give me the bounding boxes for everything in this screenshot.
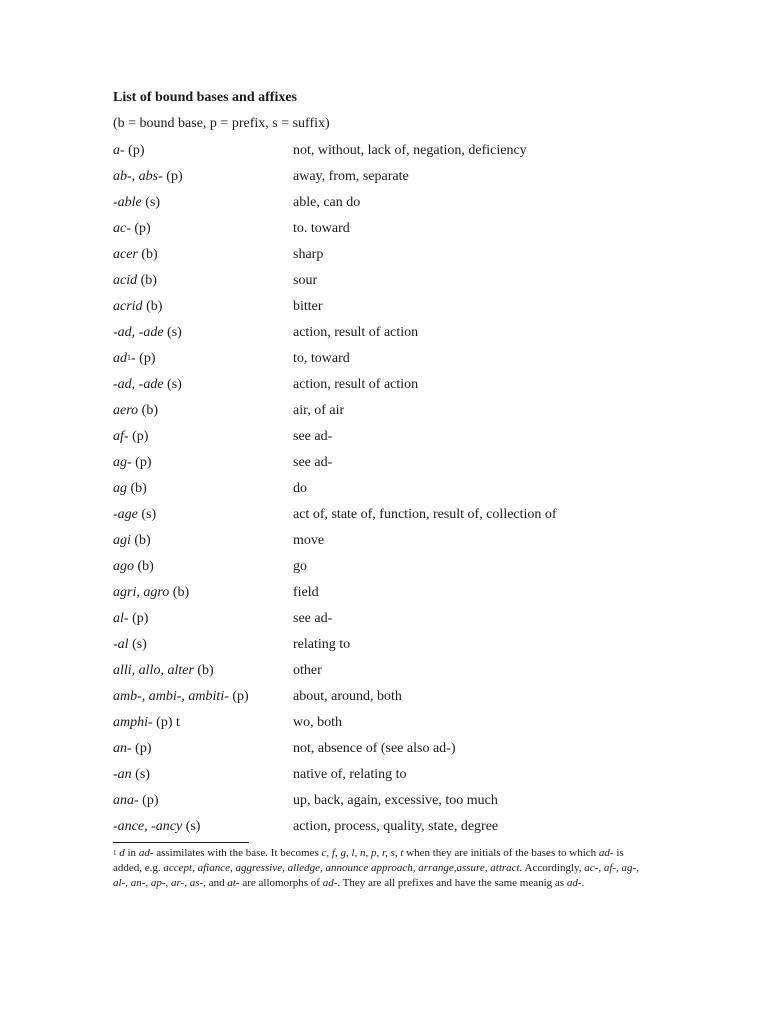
entry-type: (b) — [134, 559, 154, 574]
entry-type: (p) — [138, 793, 159, 808]
entry-type: (s) — [182, 819, 201, 834]
entry-meaning: action, result of action — [293, 325, 419, 340]
entry-meaning: other — [293, 663, 322, 678]
entry-type: (p) — [124, 143, 145, 158]
entry-meaning: away, from, separate — [293, 169, 409, 184]
list-item — [113, 220, 673, 246]
list-item — [113, 272, 673, 298]
entry-type: (p) — [130, 221, 151, 236]
list-item — [113, 350, 673, 376]
footnote-italic: ad- — [598, 847, 614, 859]
entry-term — [113, 402, 158, 420]
entry-meaning: not, without, lack of, negation, deficiency — [293, 143, 527, 158]
entry-meaning: not, absence of (see also ad-) — [293, 741, 456, 756]
entry-type: (p) — [128, 611, 149, 626]
entry-term — [113, 298, 162, 316]
list-item — [113, 792, 673, 818]
entry-term — [113, 220, 151, 238]
entry-term — [113, 532, 151, 550]
entry-term — [113, 662, 214, 680]
entry-type: (s) — [131, 767, 150, 782]
entry-form: ago — [113, 559, 134, 574]
entry-form: ad — [113, 351, 127, 366]
list-item — [113, 142, 673, 168]
entry-term — [113, 766, 150, 784]
entry-meaning: bitter — [293, 299, 323, 314]
entry-form: -al — [113, 637, 129, 652]
entry-term — [113, 584, 189, 602]
footnote-text: and — [205, 877, 228, 889]
entry-type: (p) — [131, 455, 152, 470]
footnote-mark: 1 — [113, 849, 117, 857]
entry-type: (b) — [193, 663, 214, 678]
list-item — [113, 324, 673, 350]
entry-type: (p) — [162, 169, 183, 184]
entry-type: (p) — [228, 689, 249, 704]
entry-term — [113, 272, 157, 290]
list-item — [113, 168, 673, 194]
list-item — [113, 480, 673, 506]
list-item — [113, 662, 673, 688]
entry-form: acrid — [113, 299, 143, 314]
entry-meaning: sour — [293, 273, 318, 288]
entry-meaning: move — [293, 533, 325, 548]
entry-meaning: relating to — [293, 637, 351, 652]
entry-term — [113, 558, 154, 576]
list-item — [113, 766, 673, 792]
entry-form: al- — [113, 611, 129, 626]
entry-meaning: action, result of action — [293, 377, 419, 392]
entry-meaning: see ad- — [293, 429, 333, 444]
list-item — [113, 428, 673, 454]
footnote-text: are allomorphs of — [239, 877, 323, 889]
entry-form: -ad, -ade — [113, 325, 164, 340]
entry-type: (p) — [131, 741, 152, 756]
entry-meaning: action, process, quality, state, degree — [293, 819, 499, 834]
entry-form: a- — [113, 143, 125, 158]
entry-form: agri, agro — [113, 585, 170, 600]
entry-term — [113, 428, 148, 446]
entry-meaning: up, back, again, excessive, too much — [293, 793, 498, 808]
footnote-italic: ac-, af-, ag-, al-, an-, ap-, ar-, as-, — [113, 862, 639, 889]
footnote-italic: c, f, g, l, n, p, r, s, t — [321, 847, 404, 859]
entry-term — [113, 636, 147, 654]
entry-meaning: wo, both — [293, 715, 342, 730]
entry-term — [113, 194, 160, 212]
footnote-text: Accordingly, — [522, 862, 585, 874]
entry-term — [113, 168, 183, 186]
entry-type: (s) — [163, 325, 182, 340]
entry-type: (b) — [142, 299, 163, 314]
entry-term — [113, 480, 147, 498]
entry-form: -an — [113, 767, 132, 782]
list-item — [113, 402, 673, 428]
entry-type: (s) — [137, 507, 157, 522]
entry-meaning: see ad- — [293, 611, 333, 626]
footnote-text: is added, e.g. — [113, 847, 624, 874]
entry-form: amb-, ambi-, ambiti- — [113, 689, 229, 704]
entry-form: acer — [113, 247, 138, 262]
entry-type: (p) — [128, 429, 149, 444]
entry-type: - (p) — [131, 351, 156, 366]
entry-type: (s) — [128, 637, 147, 652]
entry-term — [113, 688, 249, 706]
list-item — [113, 506, 673, 532]
list-item — [113, 532, 673, 558]
list-item — [113, 376, 673, 402]
entry-term — [113, 376, 182, 394]
footnote-italic: ad- — [566, 877, 582, 889]
entry-meaning: act of, state of, function, result of, collection of — [293, 507, 557, 522]
entry-type: (s) — [163, 377, 182, 392]
footnote-divider — [113, 842, 249, 843]
entry-type: (p) t — [152, 715, 180, 730]
entry-type: (b) — [137, 273, 157, 288]
entry-meaning: native of, relating to — [293, 767, 407, 782]
entry-form: alli, allo, alter — [113, 663, 194, 678]
footnote-reference: 1 — [127, 353, 131, 362]
entry-term — [113, 714, 180, 732]
list-item — [113, 454, 673, 480]
document-title: List of bound bases and affixes — [113, 90, 297, 105]
list-item — [113, 688, 673, 714]
entry-term — [113, 792, 159, 810]
list-item — [113, 558, 673, 584]
affix-list — [113, 142, 673, 844]
entry-term — [113, 324, 182, 342]
list-item — [113, 714, 673, 740]
entry-form: ag — [113, 481, 127, 496]
entry-term — [113, 142, 145, 160]
entry-term — [113, 610, 148, 628]
footnote-text: assimilates with the base. It becomes — [153, 847, 322, 859]
entry-form: -age — [113, 507, 138, 522]
footnote — [113, 846, 643, 891]
entry-form: -able — [113, 195, 142, 210]
abbreviation-legend: (b = bound base, p = prefix, s = suffix) — [113, 116, 330, 131]
list-item — [113, 818, 673, 844]
entry-meaning: able, can do — [293, 195, 361, 210]
footnote-text: in — [124, 847, 139, 859]
entry-type: (b) — [169, 585, 190, 600]
entry-meaning: air, of air — [293, 403, 345, 418]
entry-type: (b) — [130, 533, 151, 548]
footnote-italic: ad- — [322, 877, 338, 889]
list-item — [113, 194, 673, 220]
entry-type: (b) — [137, 247, 158, 262]
entry-meaning: to, toward — [293, 351, 350, 366]
footnote-text: when they are initials of the bases to which — [403, 847, 599, 859]
entry-type: (b) — [138, 403, 158, 418]
footnote-italic: at- — [227, 877, 240, 889]
entry-form: ab-, abs- — [113, 169, 163, 184]
entry-form: ag- — [113, 455, 132, 470]
list-item — [113, 636, 673, 662]
entry-form: aero — [113, 403, 139, 418]
entry-form: an- — [113, 741, 132, 756]
entry-form: amphi- — [113, 715, 153, 730]
entry-type: (s) — [141, 195, 161, 210]
entry-form: -ance, -ancy — [113, 819, 183, 834]
entry-type: (b) — [127, 481, 147, 496]
entry-meaning: see ad- — [293, 455, 333, 470]
entry-meaning: about, around, both — [293, 689, 402, 704]
entry-form: agi — [113, 533, 131, 548]
entry-term — [113, 506, 156, 524]
entry-term — [113, 740, 152, 758]
entry-form: -ad, -ade — [113, 377, 164, 392]
entry-term — [113, 246, 158, 264]
footnote-italic: accept, afiance, aggressive, alledge, announce approach, arrange,assure, attract. — [163, 862, 523, 874]
footnote-italic: ad- — [138, 847, 154, 859]
entry-meaning: sharp — [293, 247, 324, 262]
entry-meaning: go — [293, 559, 307, 574]
footnote-text: . They are all prefixes and have the same meanig as — [337, 877, 567, 889]
entry-form: ac- — [113, 221, 131, 236]
list-item — [113, 610, 673, 636]
list-item — [113, 246, 673, 272]
footnote-italic: d — [119, 847, 125, 859]
entry-form: af- — [113, 429, 129, 444]
entry-form: ana- — [113, 793, 139, 808]
entry-meaning: to. toward — [293, 221, 350, 236]
entry-meaning: field — [293, 585, 319, 600]
entry-form: acid — [113, 273, 138, 288]
entry-term — [113, 454, 152, 472]
list-item — [113, 740, 673, 766]
list-item — [113, 298, 673, 324]
list-item — [113, 584, 673, 610]
entry-term — [113, 818, 200, 836]
entry-term — [113, 350, 156, 368]
entry-meaning: do — [293, 481, 307, 496]
footnote-text: . — [581, 877, 585, 889]
